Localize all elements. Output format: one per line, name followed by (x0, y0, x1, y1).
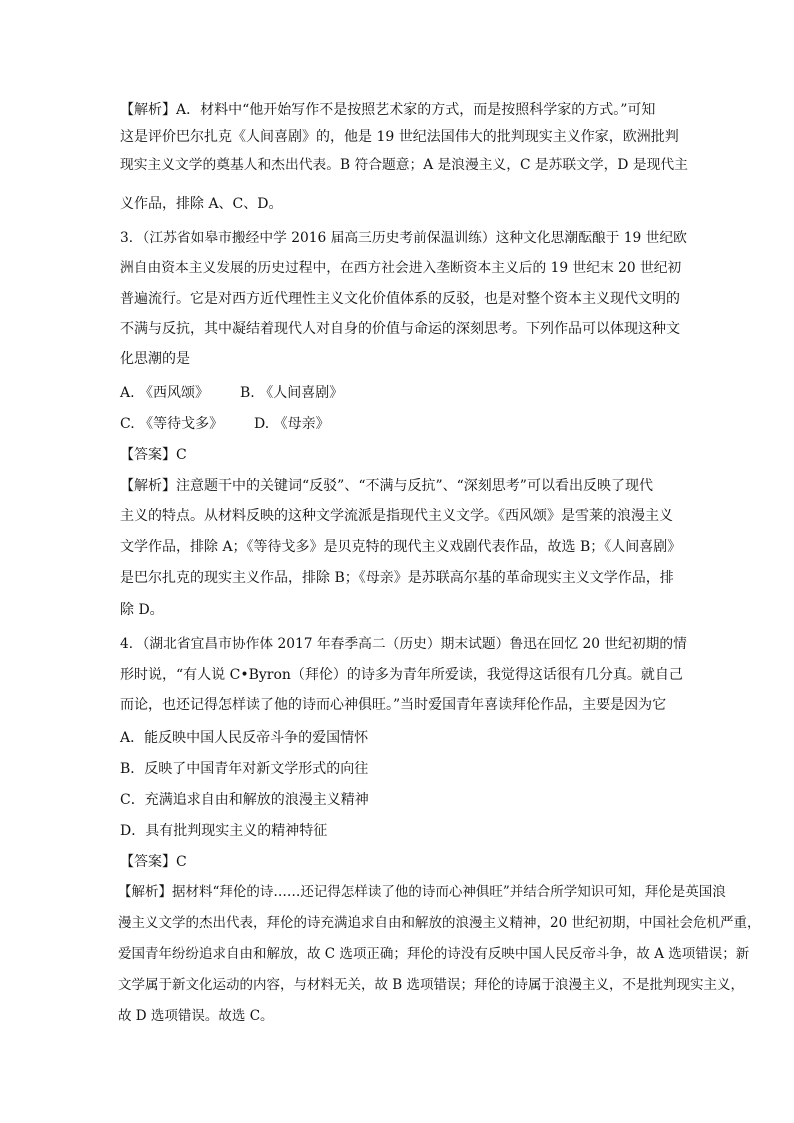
q3-answer: 【答案】C (120, 447, 187, 463)
q3-analysis-line: 是巴尔扎克的现实主义作品，排除 B；《母亲》是苏联高尔基的革命现实主义文学作品，排 (120, 570, 674, 586)
q4-analysis-line: 【解析】据材料“拜伦的诗……还记得怎样读了他的诗而心神俱旺”并结合所学知识可知，拜伦是英国浪 (118, 884, 726, 900)
q3-stem-line: 洲自由资本主义发展的历史过程中，在西方社会进入垄断资本主义后的 19 世纪末 20 世纪初 (120, 260, 682, 276)
q2-analysis-line: 这是评价巴尔扎克《人间喜剧》的，他是 19 世纪法国伟大的批判现实主义作家，欧洲批判 (120, 129, 679, 145)
q4-option-c: C．充满追求自由和解放的浪漫主义精神 (120, 792, 369, 808)
q3-analysis-line: 文学作品，排除 A；《等待戈多》是贝克特的现代主义戏剧代表作品，故选 B；《人间喜剧》 (120, 539, 682, 555)
q3-option-a: A. 《西风颂》 (120, 385, 210, 401)
q3-analysis-line: 除 D。 (120, 602, 164, 618)
q4-stem-line: 而论，也还记得怎样读了他的诗而心神俱旺。”当时爱国青年喜读拜伦作品，主要是因为它 (120, 697, 667, 713)
q4-analysis-line: 漫主义文学的杰出代表，拜伦的诗充满追求自由和解放的浪漫主义精神，20 世纪初期，中国社会危机严重， (118, 915, 761, 931)
q3-analysis-line: 主义的特点。从材料反映的这种文学流派是指现代主义文学。《西风颂》是雪莱的浪漫主义 (120, 508, 673, 524)
q4-analysis-line: 爱国青年纷纷追求自由和解放，故 C 选项正确；拜伦的诗没有反映中国人民反帝斗争，故 A 选项错误；新 (118, 946, 750, 962)
q2-analysis-line: 现实主义文学的奠基人和杰出代表。B 符合题意；A 是浪漫主义，C 是苏联文学，D 是现代主 (120, 157, 688, 173)
q4-answer: 【答案】C (120, 854, 187, 870)
q2-analysis-line: 义作品，排除 A、C、D。 (120, 196, 283, 212)
q2-analysis-line: 【解析】A．材料中“他开始写作不是按照艺术家的方式，而是按照科学家的方式。”可知 (120, 102, 656, 118)
q3-stem-line: 不满与反抗，其中凝结着现代人对自身的价值与命运的深刻思考。下列作品可以体现这种文 (120, 321, 680, 337)
q4-analysis-line: 文学属于新文化运动的内容，与材料无关，故 B 选项错误；拜伦的诗属于浪漫主义，不是批判现实主义， (118, 977, 745, 993)
q3-stem-line: 3．（江苏省如皋市搬经中学 2016 届高三历史考前保温训练）这种文化思潮酝酿于 19 世纪欧 (120, 230, 687, 246)
q4-stem-line: 4．（湖北省宜昌市协作体 2017 年春季高二（历史）期末试题）鲁迅在回忆 20 世纪初期的情 (120, 636, 687, 652)
q4-analysis-line: 故 D 选项错误。故选 C。 (118, 1008, 274, 1024)
q3-stem-line: 普遍流行。它是对西方近代理性主义文化价值体系的反驳，也是对整个资本主义现代文明的 (120, 291, 680, 307)
q4-option-a: A．能反映中国人民反帝斗争的爱国情怀 (120, 730, 369, 746)
q3-stem-line: 化思潮的是 (120, 351, 190, 367)
q3-option-c: C. 《等待戈多》 (120, 416, 224, 432)
q4-option-b: B．反映了中国青年对新文学形式的向往 (120, 761, 369, 777)
q4-stem-line: 形时说，“有人说 C•Byron（拜伦）的诗多为青年所爱读，我觉得这话很有几分真。就自己 (120, 667, 683, 683)
q3-option-d: D. 《母亲》 (254, 416, 330, 432)
q3-option-b: B. 《人间喜剧》 (240, 385, 344, 401)
q3-analysis-line: 【解析】注意题干中的关键词“反驳”、“不满与反抗”、“深刻思考”可以看出反映了现代 (120, 478, 653, 494)
q4-option-d: D．具有批判现实主义的精神特征 (120, 823, 328, 839)
